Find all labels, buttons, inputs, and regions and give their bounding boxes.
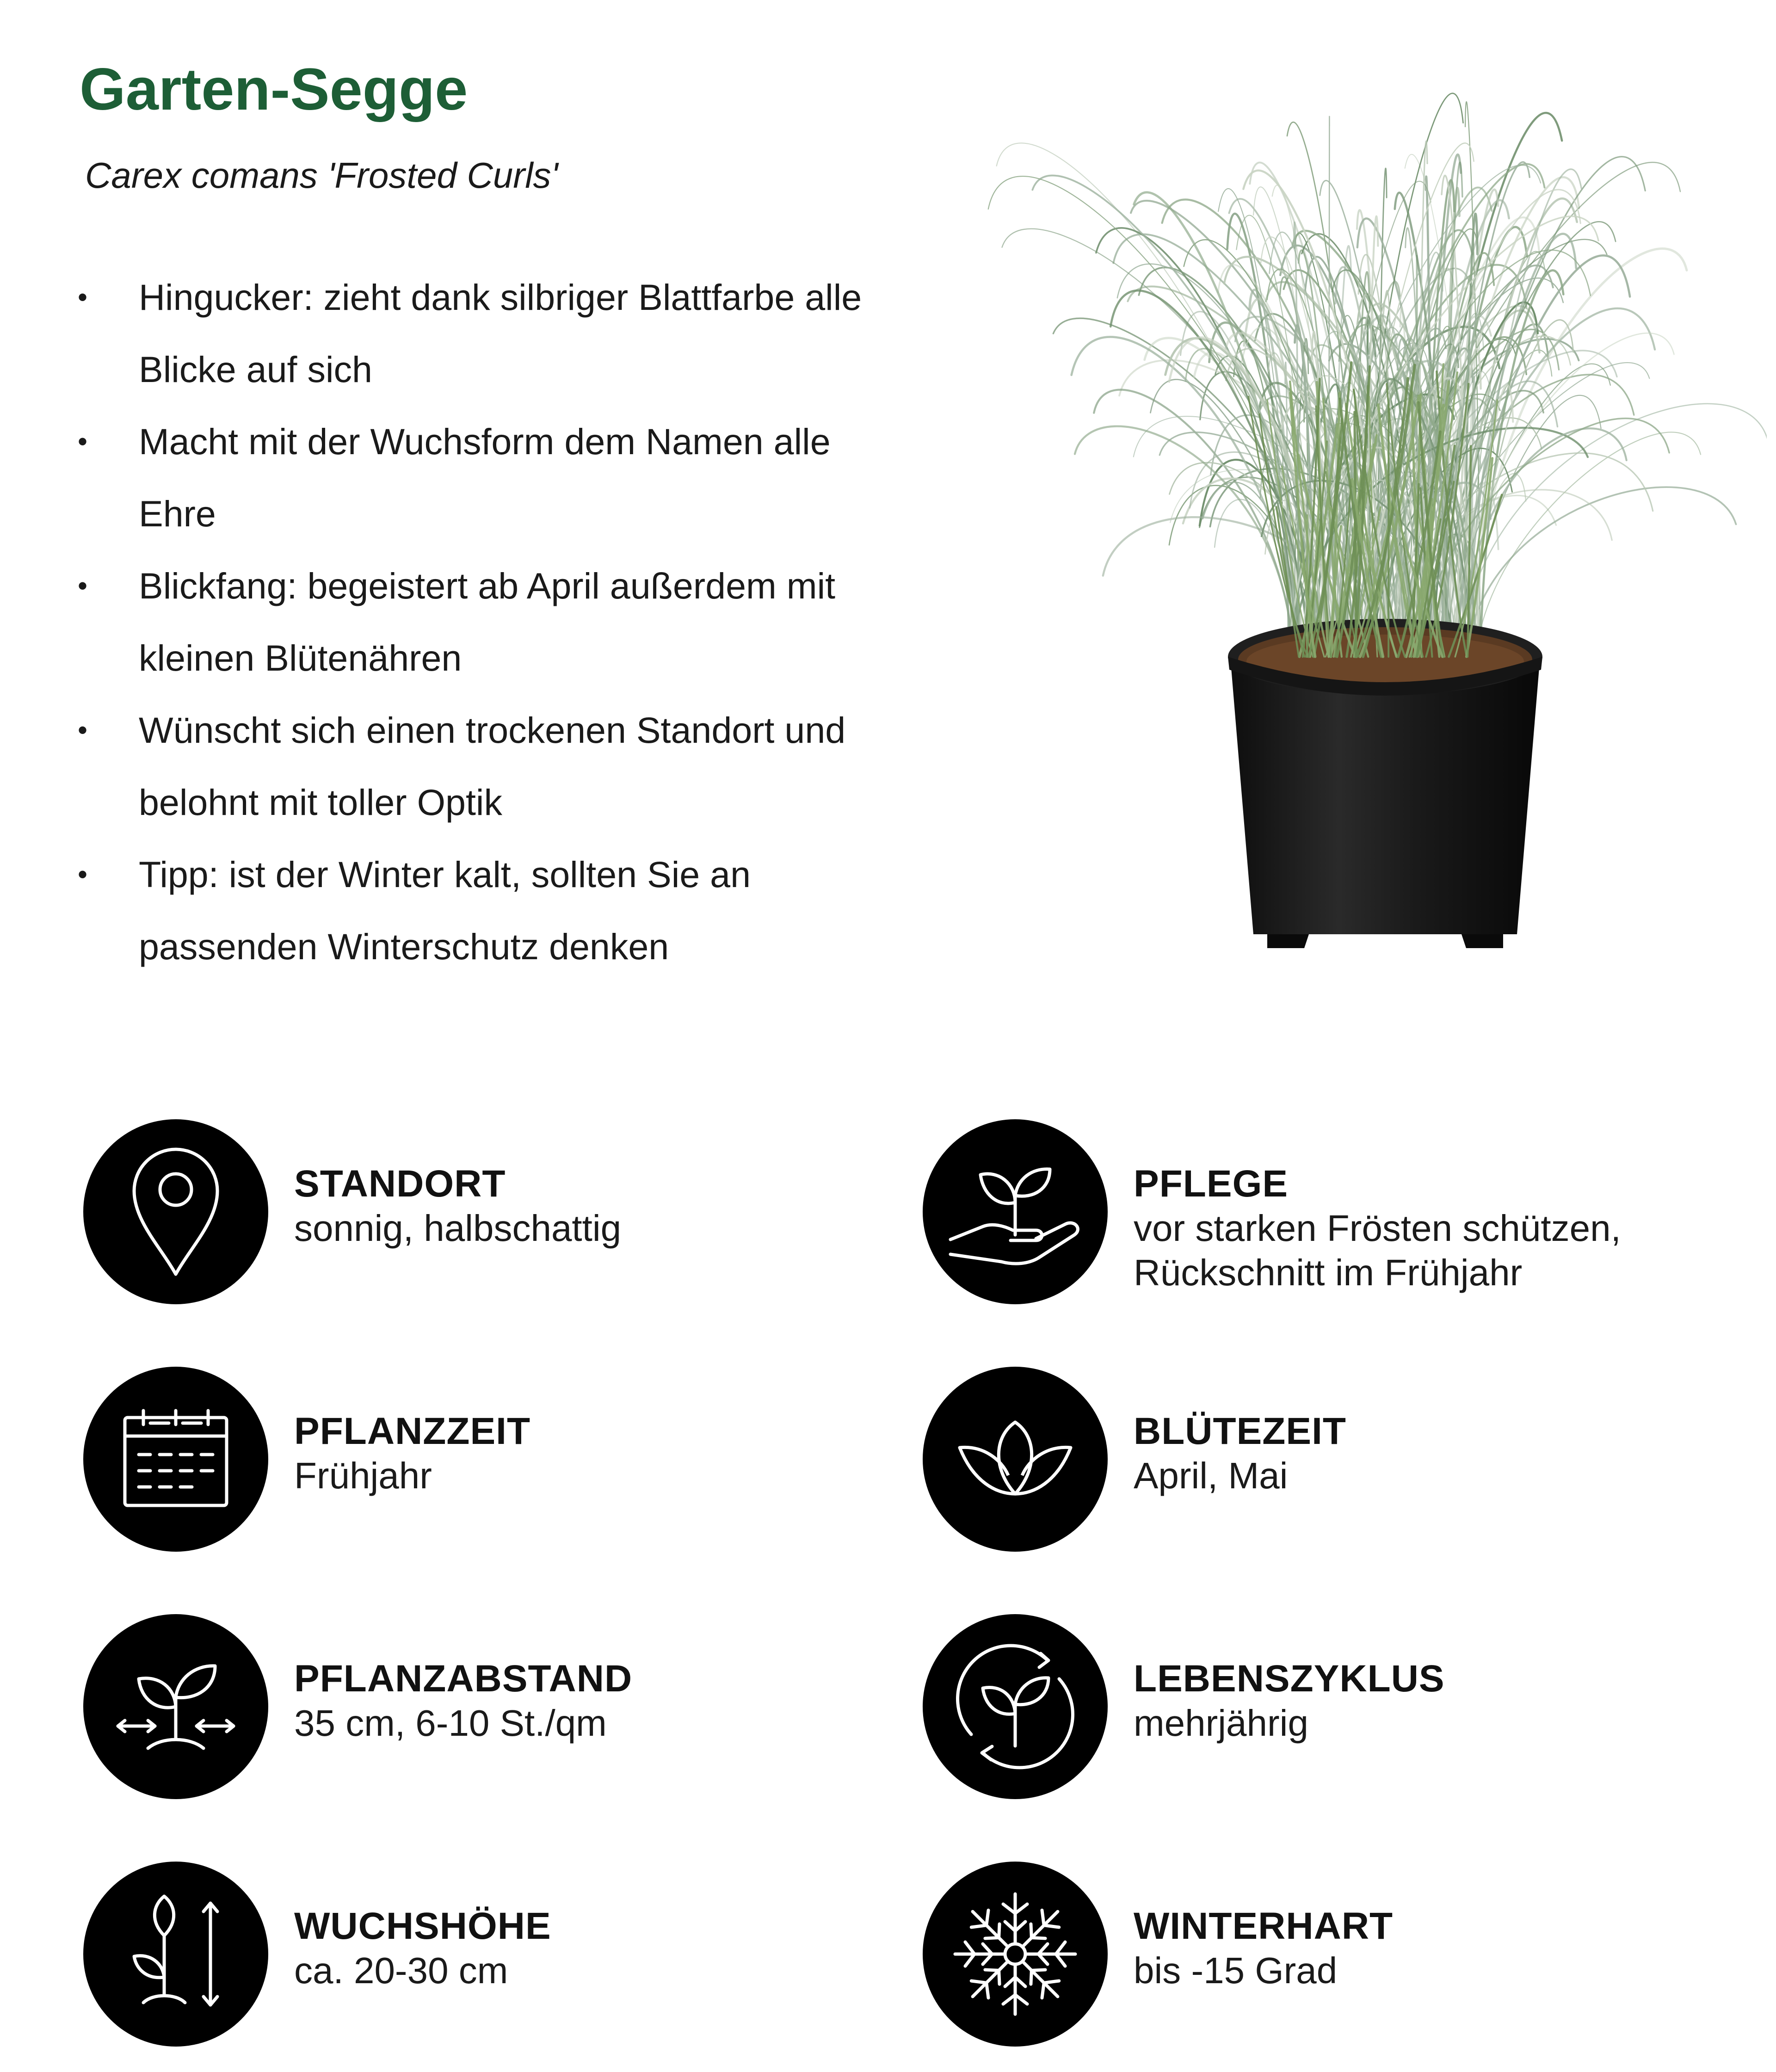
feature-bluetezeit (923, 1367, 1709, 1552)
feature-value: vor starken Frösten schützen, Rückschnitt im Frühjahr (1134, 1208, 1621, 1293)
feature-value: mehrjährig (1134, 1702, 1308, 1744)
location-pin-icon (83, 1119, 268, 1304)
feature-standort (83, 1119, 870, 1304)
feature-value: sonnig, halbschattig (294, 1208, 622, 1249)
feature-value: Frühjahr (294, 1455, 432, 1496)
feature-wuchshoehe (83, 1862, 870, 2047)
feature-label: WUCHSHÖHE (294, 1905, 551, 1947)
calendar-icon (83, 1367, 268, 1552)
plant-photo (944, 83, 1767, 962)
feature-label: BLÜTEZEIT (1134, 1410, 1346, 1452)
feature-value: ca. 20-30 cm (294, 1950, 508, 1991)
feature-bullet-list (74, 261, 953, 983)
feature-value: April, Mai (1134, 1455, 1288, 1496)
hand-seedling-icon (923, 1119, 1108, 1304)
feature-lebenszyklus (923, 1614, 1709, 1799)
feature-value: 35 cm, 6-10 St./qm (294, 1702, 607, 1744)
botanical-name: Carex comans 'Frosted Curls' (85, 155, 558, 196)
lotus-flower-icon (923, 1367, 1108, 1552)
product-title: Garten-Segge (80, 56, 468, 123)
bullet-item: • Tipp: ist der Winter kalt, sollten Sie an passenden Winterschutz denken (74, 839, 832, 983)
feature-label: PFLANZZEIT (294, 1410, 531, 1452)
plant-height-icon (83, 1862, 268, 2047)
feature-value: bis -15 Grad (1134, 1950, 1338, 1991)
feature-pflege (923, 1119, 1709, 1304)
bullet-item: • Blickfang: begeistert ab April außerdem mit kleinen Blütenähren (74, 550, 879, 694)
feature-winterhart (923, 1862, 1709, 2047)
feature-pflanzzeit (83, 1367, 870, 1552)
snowflake-icon (923, 1862, 1108, 2047)
bullet-item: • Hingucker: zieht dank silbriger Blattfarbe alle Blicke auf sich (74, 261, 897, 406)
feature-label: LEBENSZYKLUS (1134, 1658, 1445, 1700)
feature-label: STANDORT (294, 1163, 506, 1205)
feature-pflanzabstand (83, 1614, 870, 1799)
bullet-item: • Macht mit der Wuchsform dem Namen alle Ehre (74, 406, 860, 550)
feature-label: PFLEGE (1134, 1163, 1289, 1205)
plant-spacing-icon (83, 1614, 268, 1799)
feature-label: PFLANZABSTAND (294, 1658, 633, 1700)
feature-label: WINTERHART (1134, 1905, 1394, 1947)
bullet-item: • Wünscht sich einen trockenen Standort und belohnt mit toller Optik (74, 694, 879, 839)
plant-cycle-icon (923, 1614, 1108, 1799)
